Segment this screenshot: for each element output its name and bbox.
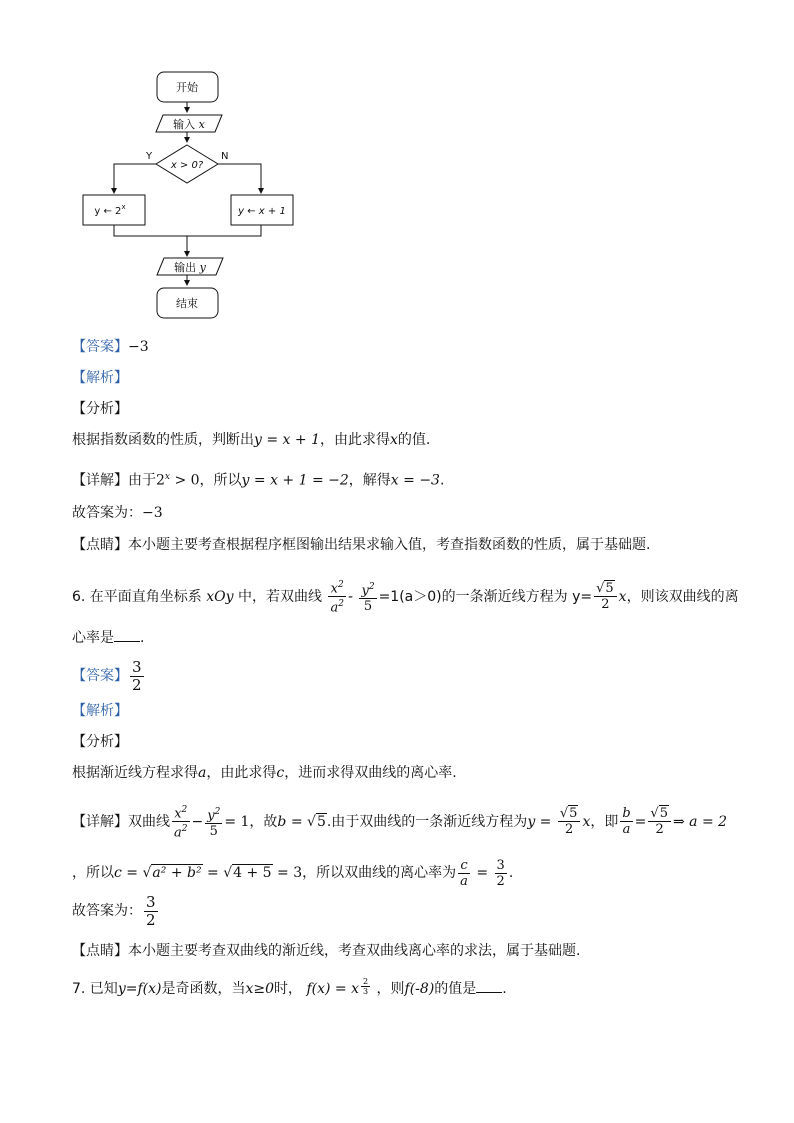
math: b = xyxy=(277,813,308,830)
q6-dianjing xyxy=(72,941,580,961)
q6-answer xyxy=(72,656,146,696)
text: 本小题主要考查根据程序框图输出结果求输入值，考查指数函数的性质，属于基础题. xyxy=(128,537,651,553)
q6-detail: 【详解】双曲线 $\frac{x^2}{a^2}$ − $\frac{y^2}{5}$ = 1，故b = √5.由于双曲线的一条渐近线方程为y = $\frac{√5}{2}$ x，即 $\frac{b}{a}$ = $\frac{√5}{2}$ ⇒ a = 2 xyxy=(72,805,728,841)
math: 2 xyxy=(156,472,165,489)
detail-tag: 【详解】 xyxy=(72,472,128,489)
text: ，则 xyxy=(376,981,405,997)
text: 时， xyxy=(274,981,302,997)
math: x xyxy=(618,588,627,605)
dianjing-tag: 【点睛】 xyxy=(72,943,128,959)
text: 7. 已知 xyxy=(72,981,118,997)
q6-question: 6. 在平面直角坐标系 xOy 中，若双曲线 $\frac{x^2}{a^2}$ - $\frac{y^2}{5}$ =1(a＞0)的一条渐近线方程为 y= $\frac{√5}{2}$ x，则该双曲线的离 xyxy=(72,580,739,616)
text: 故答案为： xyxy=(72,505,142,521)
q6-final xyxy=(72,893,160,929)
q5-final xyxy=(72,503,163,523)
denominator: 3 xyxy=(362,987,369,996)
frac-sqrt5-2: $\frac{√5}{2}$ xyxy=(648,806,671,837)
detail-tag: 【详解】 xyxy=(72,813,128,830)
radicand: a² + b² xyxy=(152,865,202,881)
q5-detail xyxy=(72,467,444,491)
output-label: 输出 y xyxy=(174,261,206,274)
exponent-fraction xyxy=(361,977,370,996)
text: ，即 xyxy=(590,813,619,830)
q6-analysis xyxy=(72,763,457,783)
input-label: 输入 x xyxy=(173,118,205,131)
text: . xyxy=(439,472,445,489)
q6-question-line2 xyxy=(72,627,144,648)
numerator: 3 xyxy=(132,657,142,676)
right-process-label: y ← x + 1 xyxy=(238,206,286,217)
text: 根据指数函数的性质，判断出 xyxy=(72,432,254,448)
q6-jiexi: 【解析】 xyxy=(72,703,128,719)
flowchart xyxy=(70,62,310,324)
text: 是奇函数，当 xyxy=(161,981,246,997)
denominator: 2 xyxy=(146,910,156,929)
q6-fenxi: 【分析】 xyxy=(72,734,128,750)
frac-sqrt5-2: $\frac{√5}{2}$ xyxy=(558,806,581,837)
text: 的值是 xyxy=(434,981,477,997)
math: y=f(x) xyxy=(117,981,162,997)
text: ，由此求得 xyxy=(206,765,277,781)
text: 中，若双曲线 xyxy=(238,588,323,605)
math: a xyxy=(198,765,207,781)
text: ，由此求得 xyxy=(319,432,390,448)
frac-b-a: $\frac{b}{a}$ xyxy=(622,806,631,838)
frac-sqrt5-2: $\frac{√5}{2}$ xyxy=(594,581,617,612)
text: ，所以 xyxy=(72,865,114,881)
decision-label: x > 0? xyxy=(170,160,204,171)
q6-detail-line2 xyxy=(72,855,513,891)
math: c xyxy=(276,765,285,781)
final-fraction xyxy=(144,894,158,929)
answer-tag: 【答案】 xyxy=(72,339,128,355)
sqrt5: √5 xyxy=(307,813,326,830)
math: = 3 xyxy=(272,865,303,881)
answer-blank xyxy=(114,627,140,642)
math: c = xyxy=(114,865,143,881)
text: 心率是 xyxy=(72,630,114,646)
math: = xyxy=(471,865,493,881)
math: f(x) = x xyxy=(306,981,359,997)
q5-analysis xyxy=(72,430,430,450)
math: = 1 xyxy=(224,813,250,830)
text: 的值. xyxy=(397,432,431,448)
q5-fenxi: 【分析】 xyxy=(72,401,128,417)
math: y = x + 1 xyxy=(254,432,320,448)
frac-y2-5: $\frac{y^2}{5}$ xyxy=(207,806,221,839)
yes-label: Y xyxy=(146,151,153,162)
text: ，解得 xyxy=(348,472,391,489)
answer-fraction xyxy=(130,659,144,694)
text: ，进而求得双曲线的离心率. xyxy=(284,765,457,781)
text: ，则该双曲线的离 xyxy=(626,588,739,605)
no-label: N xyxy=(221,151,229,162)
math: x = −3 xyxy=(390,472,440,489)
denominator: 2 xyxy=(132,675,142,694)
math: xOy xyxy=(206,588,234,605)
q7-question xyxy=(72,977,507,1001)
answer-blank xyxy=(476,978,502,993)
math: x xyxy=(389,432,398,448)
sqrt-4plus5: √4 + 5 xyxy=(223,865,272,881)
text: 故答案为： xyxy=(72,903,142,919)
text: . xyxy=(140,630,145,646)
answer-value: −3 xyxy=(128,339,149,355)
math: −3 xyxy=(142,505,163,521)
text: 6. 在平面直角坐标系 xyxy=(72,588,202,605)
frac-x2-a2: $\frac{x^2}{a^2}$ xyxy=(330,580,344,616)
start-label: 开始 xyxy=(176,81,198,94)
q5-answer xyxy=(72,337,149,357)
frac-x2-a2: $\frac{x^2}{a^2}$ xyxy=(174,805,188,841)
radicand: 5 xyxy=(316,813,326,830)
math: x≥0 xyxy=(245,981,274,997)
q5-dianjing xyxy=(72,535,650,555)
math: f(-8) xyxy=(404,981,435,997)
math: = xyxy=(202,865,224,881)
text: 双曲线 xyxy=(128,813,170,830)
radicand: 4 + 5 xyxy=(233,865,272,881)
math: ⇒ a = 2 xyxy=(672,813,728,830)
text: =1(a＞0)的一条渐近线方程为 y= xyxy=(378,588,593,605)
numerator: 3 xyxy=(146,892,156,911)
math: > 0 xyxy=(170,472,200,489)
q5-jiexi: 【解析】 xyxy=(72,370,128,386)
text: .由于双曲线的一条渐近线方程为 xyxy=(326,813,528,830)
math: y = x + 1 = −2 xyxy=(241,472,349,489)
text: 本小题主要考查双曲线的渐近线，考查双曲线离心率的求法，属于基础题. xyxy=(128,943,581,959)
text: ，所以双曲线的离心率为 xyxy=(302,865,457,881)
text: 由于 xyxy=(128,472,156,489)
sqrt-a2b2: √a² + b² xyxy=(142,865,202,881)
text: 根据渐近线方程求得 xyxy=(72,765,198,781)
frac-3-2: $\frac{3}{2}$ xyxy=(496,857,505,889)
frac-y2-5: $\frac{y^2}{5}$ xyxy=(361,581,375,614)
text: ，所以 xyxy=(199,472,242,489)
math: x xyxy=(582,813,591,830)
left-process-label: y ← 2$^x$ xyxy=(94,203,126,217)
numerator: 2 xyxy=(362,977,369,986)
text: ，故 xyxy=(249,813,278,830)
frac-c-a: $\frac{c}{a}$ xyxy=(460,857,468,889)
text: . xyxy=(508,865,514,881)
math-sup: x xyxy=(164,472,170,482)
dianjing-tag: 【点睛】 xyxy=(72,537,128,553)
end-label: 结束 xyxy=(176,297,198,310)
math: y = xyxy=(527,813,556,830)
answer-tag: 【答案】 xyxy=(72,668,128,684)
text: . xyxy=(502,981,507,997)
